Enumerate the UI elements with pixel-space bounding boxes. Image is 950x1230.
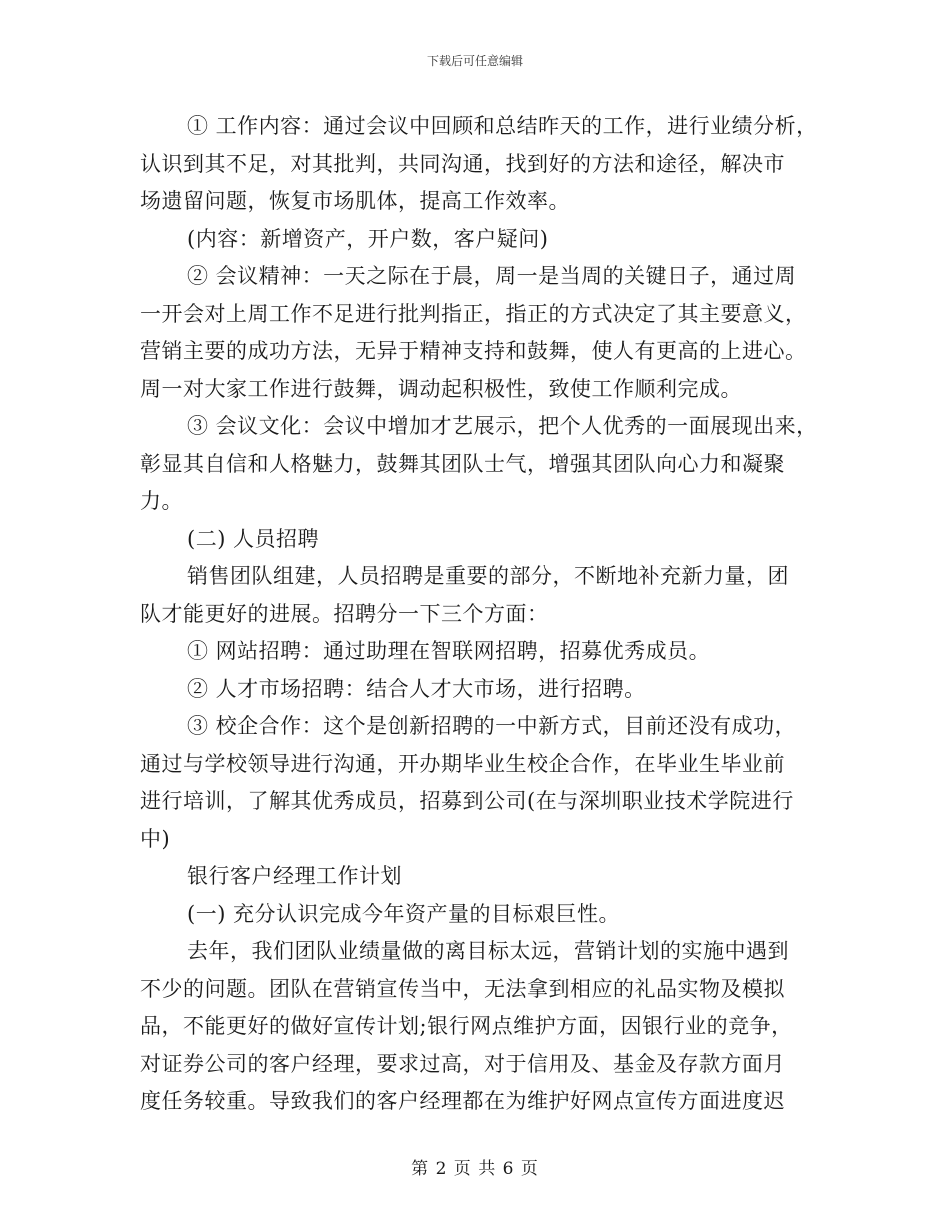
text-line: ② 会议精神：一天之际在于晨，周一是当周的关键日子，通过周 <box>187 264 797 288</box>
text-line: 认识到其不足，对其批判，共同沟通，找到好的方法和途径，解决市 <box>140 151 785 176</box>
text-line: 进行培训，了解其优秀成员，招募到公司(在与深圳职业技术学院进行 <box>140 789 794 813</box>
text-line: 力。 <box>140 489 183 513</box>
text-line: 营销主要的成功方法，无异于精神支持和鼓舞，使人有更高的上进心。 <box>140 339 807 363</box>
text-line: ③ 校企合作：这个是创新招聘的一中新方式，目前还没有成功， <box>187 714 797 738</box>
page-header-note: 下载后可任意编辑 <box>426 54 523 68</box>
text-line: (二) 人员招聘 <box>187 526 320 551</box>
text-line: 去年，我们团队业绩量做的离目标太远，营销计划的实施中遇到 <box>187 939 789 963</box>
text-line: 中) <box>140 826 171 851</box>
text-line: ② 人才市场招聘：结合人才大市场，进行招聘。 <box>187 676 646 701</box>
text-line: 一开会对上周工作不足进行批判指正，指正的方式决定了其主要意义， <box>140 301 807 326</box>
text-line: 通过与学校领导进行沟通，开办期毕业生校企合作，在毕业生毕业前 <box>140 751 785 776</box>
text-line: ① 工作内容：通过会议中回顾和总结昨天的工作，进行业绩分析， <box>187 114 818 138</box>
text-line: ③ 会议文化：会议中增加才艺展示，把个人优秀的一面展现出来， <box>187 414 818 438</box>
text-line: 周一对大家工作进行鼓舞，调动起积极性，致使工作顺利完成。 <box>140 376 742 401</box>
text-line: 销售团队组建，人员招聘是重要的部分，不断地补充新力量，团 <box>187 564 789 588</box>
text-line: (内容：新增资产，开户数，客户疑问) <box>187 226 549 251</box>
text-line: ① 网站招聘：通过助理在智联网招聘，招募优秀成员。 <box>187 639 711 663</box>
text-line: (一) 充分认识完成今年资产量的目标艰巨性。 <box>187 901 621 926</box>
text-line: 彰显其自信和人格魅力，鼓舞其团队士气，增强其团队向心力和凝聚 <box>140 451 785 476</box>
text-line: 品，不能更好的做好宣传计划;银行网点维护方面，因银行业的竞争， <box>140 1014 793 1038</box>
text-line: 度任务较重。导致我们的客户经理都在为维护好网点宣传方面进度迟 <box>140 1089 785 1113</box>
text-line: 银行客户经理工作计划 <box>187 864 402 888</box>
text-line: 对证券公司的客户经理，要求过高，对于信用及、基金及存款方面月 <box>140 1051 785 1076</box>
text-line: 场遗留问题，恢复市场肌体，提高工作效率。 <box>140 189 570 213</box>
document-body <box>140 108 820 1121</box>
page-number-footer: 第 2 页 共 6 页 <box>411 1159 539 1179</box>
text-line: 队才能更好的进展。招聘分一下三个方面： <box>140 601 549 626</box>
text-line: 不少的问题。团队在营销宣传当中，无法拿到相应的礼品实物及模拟 <box>140 976 785 1001</box>
